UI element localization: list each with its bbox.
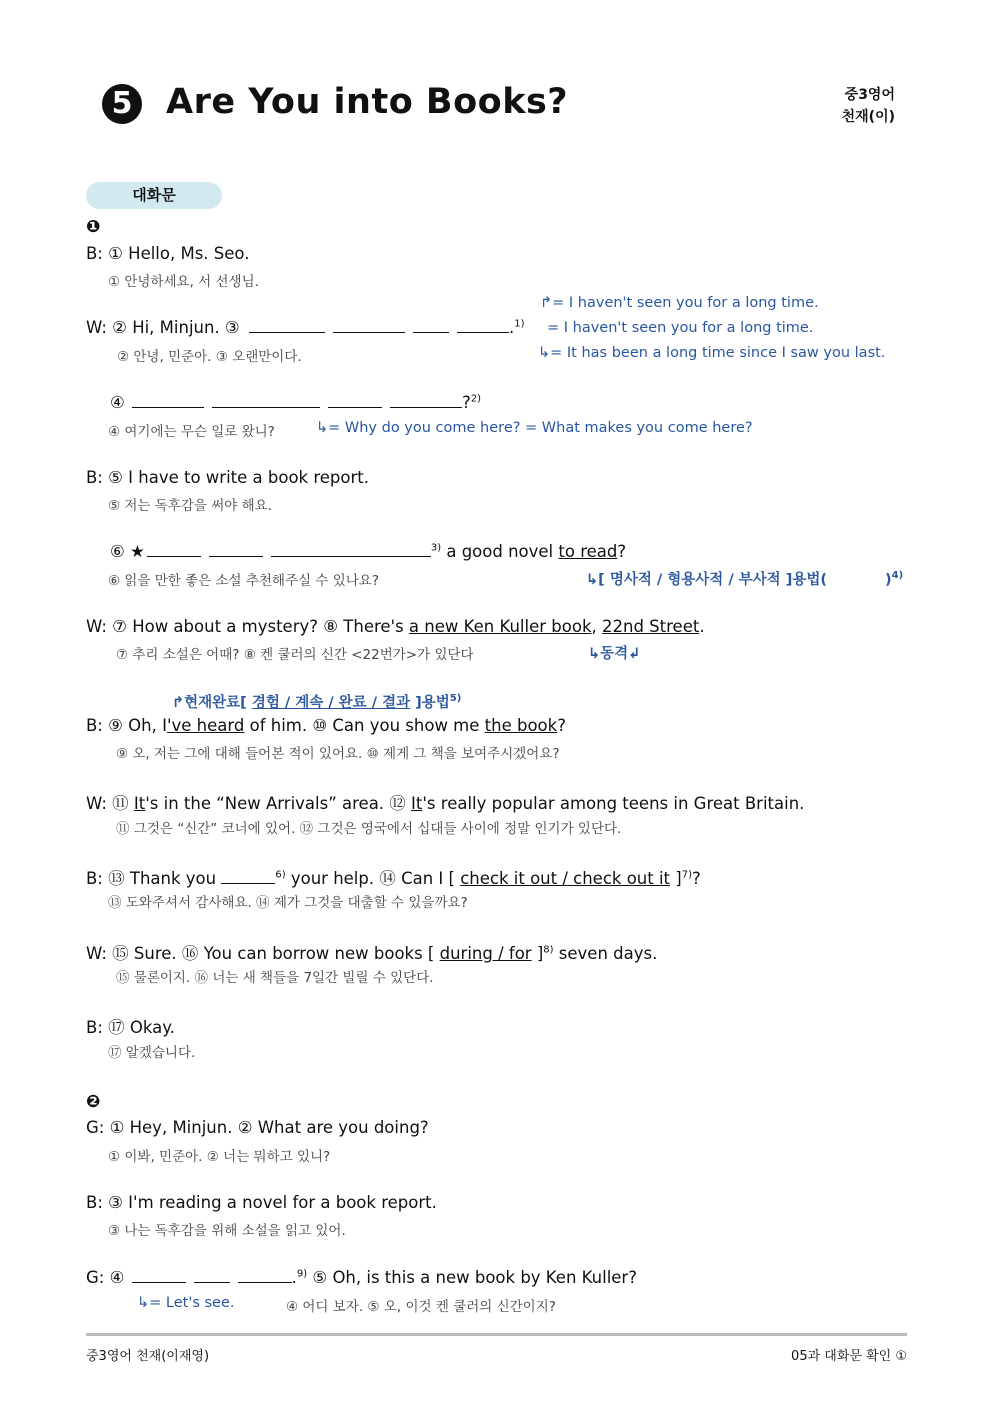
ken-kuller-book-underline: a new Ken Kuller book <box>408 617 592 636</box>
line-3-prefix: ④ <box>110 393 125 412</box>
the-book-underline: the book <box>484 716 558 735</box>
line-10-a: W: ⑮ Sure. ⑯ You can borrow new books [ <box>86 944 440 963</box>
blank[interactable] <box>333 318 405 333</box>
footnote-5: 5) <box>449 693 462 705</box>
blank[interactable] <box>147 542 201 557</box>
footnote-9: 9) <box>296 1268 308 1280</box>
line-7-en <box>86 716 566 735</box>
ve-heard-underline: 've heard <box>166 716 245 735</box>
publisher-label: 천재(이) <box>841 109 895 125</box>
blank[interactable] <box>249 318 325 333</box>
d2-line-1-en: G: ① Hey, Minjun. ② What are you doing? <box>86 1118 429 1137</box>
blank[interactable] <box>221 869 275 884</box>
blank[interactable] <box>209 542 263 557</box>
blank[interactable] <box>457 318 509 333</box>
line-8-a: W: ⑪ <box>86 794 134 813</box>
blank[interactable] <box>390 393 462 408</box>
blank[interactable] <box>413 318 449 333</box>
line-9-c: ] <box>670 869 682 888</box>
line-6-a: W: ⑦ How about a mystery? ⑧ There's <box>86 617 409 636</box>
line-10-en <box>86 940 657 964</box>
footnote-2: 2) <box>470 393 482 405</box>
line-7-ko: ⑨ 오, 저는 그에 대해 들어본 적이 있어요. ⑩ 제게 그 책을 보여주시겠어요? <box>116 746 560 762</box>
to-read-underline: to read <box>558 542 618 561</box>
note-d: ↳= Why do you come here? = What makes you come here? <box>316 420 753 436</box>
line-6-ko: ⑦ 추리 소설은 어때? ⑧ 켄 쿨러의 신간 <22번가>가 있단다 <box>116 647 474 663</box>
footnote-6: 6) <box>275 869 286 881</box>
22nd-street-underline: 22nd Street <box>602 617 700 636</box>
line-5-end: ? <box>617 542 627 561</box>
dialog-number-2: ❷ <box>86 1092 101 1112</box>
line-1-en: B: ① Hello, Ms. Seo. <box>86 244 250 263</box>
line-10-b: ] <box>531 944 544 963</box>
d2-line-2-en: B: ③ I'm reading a novel for a book report. <box>86 1193 437 1212</box>
line-4-en: B: ⑤ I have to write a book report. <box>86 468 369 487</box>
line-1-ko: ① 안녕하세요, 서 선생님. <box>108 274 259 290</box>
note-g-end: ]용법 <box>410 695 450 711</box>
note-g-options: 경험 / 계속 / 완료 / 결과 <box>251 695 411 711</box>
d2-line-3-ko: ④ 어디 보자. ⑤ 오, 이것 켄 쿨러의 신간이지? <box>286 1299 556 1315</box>
line-3-en <box>110 393 481 412</box>
d2-line-3-prefix: G: ④ <box>86 1268 125 1287</box>
line-8-ko: ⑪ 그것은 “신간” 코너에 있어. ⑫ 그것은 영국에서 십대들 사이에 정말 인기가 있단다. <box>116 821 622 837</box>
blank[interactable] <box>132 1268 186 1283</box>
during-for-options: during / for <box>439 944 532 963</box>
note-g-pre: ↱현재완료[ <box>172 695 252 711</box>
line-9-end: ? <box>691 869 701 888</box>
line-10-ko: ⑮ 물론이지. ⑯ 너는 새 책들을 7일간 빌릴 수 있단다. <box>116 970 434 986</box>
footnote-7: 7) <box>681 869 692 881</box>
line-9-a: B: ⑬ Thank you <box>86 869 222 888</box>
footnote-3: 3) <box>430 542 442 554</box>
line-5-ko: ⑥ 읽을 만한 좋은 소설 추천해주실 수 있나요? <box>108 573 380 589</box>
note-e-close: ) <box>885 572 892 588</box>
line-2-prefix: W: ② Hi, Minjun. ③ <box>86 318 240 337</box>
footer-divider <box>86 1333 907 1336</box>
line-5-en <box>110 542 626 561</box>
line-3-ko: ④ 여기에는 무슨 일로 왔니? <box>108 424 275 440</box>
line-7-a: B: ⑨ Oh, I <box>86 716 167 735</box>
line-10-c: seven days. <box>553 944 658 963</box>
line-7-end: ? <box>557 716 566 735</box>
line-8-en <box>86 790 804 814</box>
line-11-en: B: ⑰ Okay. <box>86 1018 175 1037</box>
note-e <box>586 568 903 589</box>
check-out-options: check it out / check out it <box>460 869 671 888</box>
it-underline-2: It <box>411 794 423 813</box>
line-8-c: 's really popular among teens in Great Britain. <box>422 794 805 813</box>
line-5-mid: a good novel <box>441 542 559 561</box>
line-8-b: 's in the “New Arrivals” area. ⑫ <box>145 794 412 813</box>
note-a: ↱= I haven't seen you for a long time. <box>540 295 819 311</box>
line-6-en <box>86 617 705 636</box>
lesson-number-badge: 5 <box>102 84 142 124</box>
page-title: Are You into Books? <box>166 82 569 122</box>
blank[interactable] <box>132 393 204 408</box>
note-e-text: ↳[ 명사적 / 형용사적 / 부사적 ]용법( <box>586 572 827 588</box>
line-2-en: W: ② Hi, Minjun. ③ .$^{1)}$ <box>86 318 525 337</box>
line-4-ko: ⑤ 저는 독후감을 써야 해요. <box>108 498 272 514</box>
note-f: ↳동격↲ <box>588 646 641 662</box>
blank[interactable] <box>194 1268 230 1283</box>
question-mark: ? <box>462 393 471 412</box>
footnote-8: 8) <box>543 944 554 956</box>
line-9-en <box>86 865 701 889</box>
line-9-ko: ⑬ 도와주셔서 감사해요. ⑭ 제가 그것을 대출할 수 있을까요? <box>108 895 468 911</box>
d2-line-3-end: ⑤ Oh, is this a new book by Ken Kuller? <box>307 1268 637 1287</box>
footnote-1: 1) <box>514 318 525 330</box>
d2-line-3-en: G: ④ .$^{9)}$ ⑤ Oh, is this a new book by Ken Kuller? <box>86 1268 637 1287</box>
d2-line-2-ko: ③ 나는 독후감을 위해 소설을 읽고 있어. <box>108 1223 346 1239</box>
blank[interactable] <box>328 393 382 408</box>
line-7-b: of him. ⑩ Can you show me <box>244 716 485 735</box>
note-c: ↳= It has been a long time since I saw you last. <box>538 345 886 361</box>
grade-publisher <box>842 84 895 128</box>
footer-right: 05과 대화문 확인 ① <box>791 1349 907 1364</box>
blank[interactable] <box>238 1268 292 1283</box>
grade-label: 중3영어 <box>844 87 895 103</box>
note-b: = I haven't seen you for a long time. <box>547 320 814 336</box>
dialog-number-1: ❶ <box>86 217 101 237</box>
section-label: 대화문 <box>86 182 222 209</box>
blank[interactable] <box>271 542 431 557</box>
blank[interactable] <box>212 393 320 408</box>
it-underline-1: It <box>133 794 146 813</box>
line-5-prefix: ⑥ ★ <box>110 542 145 561</box>
footnote-4: 4) <box>891 570 904 582</box>
line-9-b: your help. ⑭ Can I [ <box>285 869 461 888</box>
note-h: ↳= Let's see. <box>137 1295 235 1311</box>
line-11-ko: ⑰ 알겠습니다. <box>108 1045 196 1061</box>
line-2-ko: ② 안녕, 민준아. ③ 오랜만이다. <box>117 349 302 365</box>
d2-line-1-ko: ① 이봐, 민준아. ② 너는 뭐하고 있니? <box>108 1149 331 1165</box>
footer-left: 중3영어 천재(이재영) <box>86 1349 210 1364</box>
line-6-comma: , <box>591 617 603 636</box>
line-6-end: . <box>699 617 705 636</box>
note-g <box>172 691 461 712</box>
